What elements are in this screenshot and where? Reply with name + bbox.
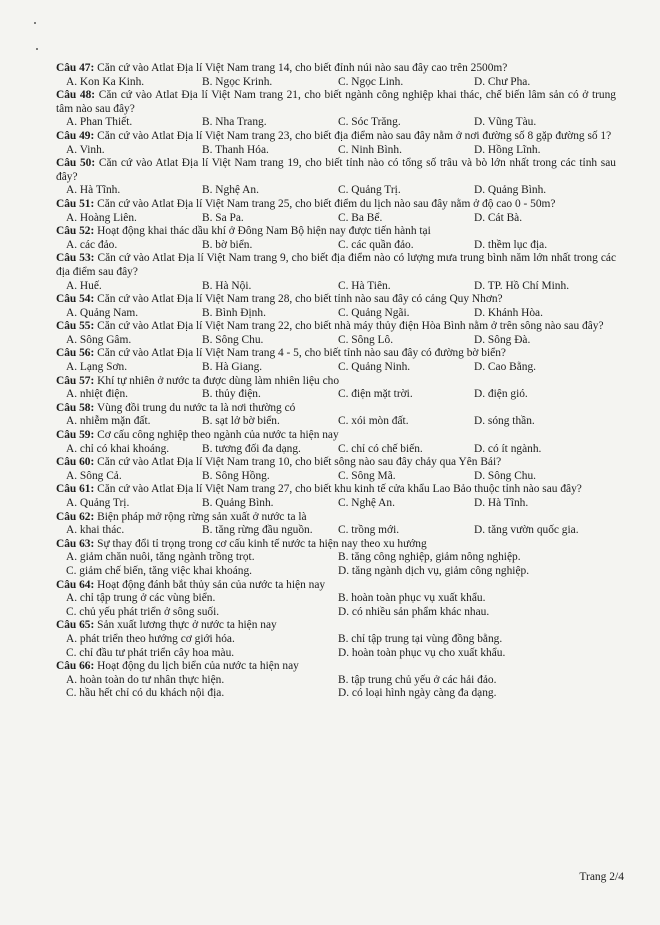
answer-option: D. Sông Chu. <box>474 469 537 482</box>
answer-option: B. Nha Trang. <box>202 116 267 129</box>
options-row <box>56 184 616 198</box>
answer-option: B. tăng công nghiệp, giảm nông nghiệp. <box>338 551 521 564</box>
options-row <box>56 280 616 294</box>
answer-option: A. khai thác. <box>66 524 125 537</box>
question-stem <box>56 225 616 239</box>
question-item <box>56 538 616 579</box>
question-number: Câu 63: <box>56 537 95 550</box>
answer-option: B. bờ biển. <box>202 238 253 251</box>
answer-option: D. Cát Bà. <box>474 211 523 224</box>
options-row <box>56 212 616 226</box>
answer-option: D. có ít ngành. <box>474 442 542 455</box>
answer-option: C. Quảng Ninh. <box>338 361 411 374</box>
question-stem <box>56 511 616 525</box>
question-text: Cơ cấu công nghiệp theo ngành của nước ta hiện nay <box>97 429 339 442</box>
question-number: Câu 55: <box>56 320 95 333</box>
answer-option: D. Quảng Bình. <box>474 184 547 197</box>
answer-option: B. Sông Hồng. <box>202 469 270 482</box>
options-row <box>56 116 616 130</box>
answer-option: D. Chư Pha. <box>474 75 531 88</box>
answer-option: A. Quảng Nam. <box>66 306 139 319</box>
question-text: Căn cứ vào Atlat Địa lí Việt Nam trang 28, cho biết tỉnh nào sau đây có cảng Quy Nhơn? <box>97 293 503 306</box>
question-number: Câu 57: <box>56 374 95 387</box>
answer-option: A. Phan Thiết. <box>66 116 133 129</box>
answer-option: D. Sông Đà. <box>474 333 531 346</box>
question-text: Căn cứ vào Atlat Địa lí Việt Nam trang 9, cho biết địa điểm nào có lượng mưa trung bình năm lớn nhất trong các địa điểm sau đây? <box>56 252 616 278</box>
question-stem <box>56 252 616 279</box>
answer-option: C. xói mòn đất. <box>338 415 409 428</box>
answer-option: B. Quảng Bình. <box>202 497 274 509</box>
answer-option: C. hầu hết chỉ có du khách nội địa. <box>66 687 225 700</box>
question-item <box>56 157 616 198</box>
answer-option: D. sóng thần. <box>474 415 535 428</box>
answer-option: A. Sông Gâm. <box>66 333 132 346</box>
question-text: Căn cứ vào Atlat Địa lí Việt Nam trang 19, cho biết tỉnh nào có tổng số trâu và bò lớn nhất trong các tỉnh sau đây? <box>56 157 616 183</box>
question-number: Câu 65: <box>56 619 95 632</box>
question-item <box>56 293 616 320</box>
scan-speck <box>34 22 36 24</box>
answer-option: C. giảm chế biến, tăng việc khai khoáng. <box>66 564 252 577</box>
question-text: Căn cứ vào Atlat Địa lí Việt Nam trang 22, cho biết nhà máy thủy điện Hòa Bình nằm ở trên sông nào sau đây? <box>97 320 604 333</box>
question-number: Câu 53: <box>56 252 95 265</box>
answer-option: B. Hà Nội. <box>202 279 252 292</box>
answer-option: C. Hà Tiên. <box>338 279 391 292</box>
question-text: Hoạt động đánh bắt thủy sản của nước ta hiện nay <box>97 578 326 591</box>
answer-option: C. Quảng Ngãi. <box>338 306 410 319</box>
question-number: Câu 54: <box>56 293 95 306</box>
question-number: Câu 50: <box>56 157 96 170</box>
answer-option: D. tăng ngành dịch vụ, giảm công nghiệp. <box>338 564 530 577</box>
question-item <box>56 429 616 456</box>
answer-option: B. sạt lở bờ biển. <box>202 415 280 428</box>
answer-option: A. nhiễm mặn đất. <box>66 415 151 428</box>
answer-option: D. có loại hình ngày càng đa dạng. <box>338 687 497 700</box>
answer-option: A. Hoàng Liên. <box>66 211 137 224</box>
options-row <box>56 388 616 402</box>
question-item <box>56 225 616 252</box>
answer-option: A. Kon Ka Kinh. <box>66 75 145 88</box>
answer-option: B. Sa Pa. <box>202 211 244 224</box>
answer-option: C. Nghệ An. <box>338 497 395 509</box>
question-stem <box>56 320 616 334</box>
options-row <box>56 334 616 348</box>
answer-option: C. Ngọc Linh. <box>338 75 404 88</box>
answer-option: D. thềm lục địa. <box>474 238 548 251</box>
answer-option: D. Hồng Lĩnh. <box>474 143 541 156</box>
answer-option: A. nhiệt điện. <box>66 388 129 401</box>
question-item <box>56 320 616 347</box>
question-item <box>56 62 616 89</box>
options-row <box>56 497 616 511</box>
question-number: Câu 52: <box>56 225 95 238</box>
answer-option: C. Sông Mã. <box>338 469 396 482</box>
question-number: Câu 47: <box>56 62 95 74</box>
question-stem <box>56 579 616 593</box>
question-number: Câu 51: <box>56 197 95 210</box>
question-stem <box>56 538 616 552</box>
options-row <box>56 606 616 620</box>
answer-option: B. tương đối đa dạng. <box>202 442 301 455</box>
answer-option: C. chỉ đầu tư phát triển cây hoa màu. <box>66 646 235 659</box>
question-stem <box>56 347 616 361</box>
answer-option: A. các đảo. <box>66 238 118 251</box>
answer-option: B. thủy điện. <box>202 388 261 401</box>
answer-option: A. Hà Tĩnh. <box>66 184 121 197</box>
question-stem <box>56 62 616 76</box>
options-row <box>56 524 616 538</box>
answer-option: C. chủ yếu phát triển ở sông suối. <box>66 605 220 618</box>
question-item <box>56 402 616 429</box>
answer-option: A. chỉ tập trung ở các vùng biển. <box>66 592 216 605</box>
scan-speck <box>36 48 38 50</box>
question-item <box>56 375 616 402</box>
answer-option: A. Vinh. <box>66 143 105 156</box>
question-text: Căn cứ vào Atlat Địa lí Việt Nam trang 21, cho biết ngành công nghiệp khai thác, chế biến lâm sản có ở trung tâm nào sau đây? <box>56 89 617 115</box>
question-item <box>56 347 616 374</box>
question-number: Câu 49: <box>56 129 95 142</box>
answer-option: C. Sóc Trăng. <box>338 116 401 129</box>
answer-option: A. Huế. <box>66 279 102 292</box>
answer-option: C. Ba Bể. <box>338 211 383 224</box>
answer-option: B. chỉ tập trung tại vùng đồng bằng. <box>338 632 503 645</box>
question-text: Vùng đồi trung du nước ta là nơi thường có <box>96 401 296 414</box>
question-stem <box>56 619 616 633</box>
answer-option: D. Hà Tĩnh. <box>474 497 529 509</box>
options-row <box>56 592 616 606</box>
question-number: Câu 59: <box>56 429 95 442</box>
question-text: Căn cứ vào Atlat Địa lí Việt Nam trang 4 - 5, cho biết tỉnh nào sau đây có đường bờ biển? <box>97 347 506 360</box>
answer-option: B. tăng rừng đầu nguồn. <box>202 524 313 537</box>
question-stem <box>56 483 616 497</box>
question-item <box>56 511 616 538</box>
question-item <box>56 130 616 157</box>
question-text: Khí tự nhiên ở nước ta được dùng làm nhiên liệu cho <box>97 374 340 387</box>
question-stem <box>56 402 616 416</box>
answer-option: D. có nhiều sản phẩm khác nhau. <box>338 605 490 618</box>
options-row <box>56 76 616 90</box>
options-row <box>56 239 616 253</box>
question-text: Sản xuất lương thực ở nước ta hiện nay <box>97 619 277 632</box>
answer-option: B. tập trung chủ yếu ở các hải đảo. <box>338 673 497 686</box>
question-stem <box>56 375 616 389</box>
answer-option: A. giảm chăn nuôi, tăng ngành trồng trọt. <box>66 551 255 564</box>
question-item <box>56 252 616 293</box>
question-text: Căn cứ vào Atlat Địa lí Việt Nam trang 10, cho biết sông nào sau đây chảy qua Yên Bái? <box>97 456 502 469</box>
question-stem <box>56 130 616 144</box>
answer-option: C. Quảng Trị. <box>338 184 401 197</box>
answer-option: D. Cao Bằng. <box>474 361 537 374</box>
question-item <box>56 198 616 225</box>
question-text: Sự thay đổi tỉ trọng trong cơ cấu kinh tế nước ta hiện nay theo xu hướng <box>97 537 427 550</box>
options-row <box>56 551 616 565</box>
question-stem <box>56 157 616 184</box>
question-item <box>56 89 616 130</box>
answer-option: A. Sông Cả. <box>66 469 122 482</box>
answer-option: C. các quần đảo. <box>338 238 414 251</box>
question-number: Câu 66: <box>56 660 95 673</box>
answer-option: B. Ngọc Krinh. <box>202 75 273 88</box>
options-row <box>56 307 616 321</box>
question-number: Câu 61: <box>56 483 95 496</box>
question-number: Câu 58: <box>56 401 95 414</box>
question-number: Câu 56: <box>56 347 95 360</box>
options-row <box>56 674 616 688</box>
question-list <box>56 62 616 701</box>
answer-option: A. chỉ có khai khoáng. <box>66 442 170 455</box>
answer-option: B. hoàn toàn phục vụ xuất khẩu. <box>338 592 486 605</box>
question-text: Căn cứ vào Atlat Địa lí Việt Nam trang 25, cho biết điểm du lịch nào sau đây nằm ở độ cao 0 - 50m? <box>97 197 556 210</box>
options-row <box>56 470 616 484</box>
question-text: Biện pháp mở rộng rừng sản xuất ở nước ta là <box>97 510 307 523</box>
options-row <box>56 687 616 701</box>
question-number: Câu 60: <box>56 456 95 469</box>
question-text: Căn cứ vào Atlat Địa lí Việt Nam trang 14, cho biết đỉnh núi nào sau đây cao trên 2500m? <box>97 62 508 74</box>
question-stem <box>56 198 616 212</box>
answer-option: D. hoàn toàn phục vụ cho xuất khẩu. <box>338 646 506 659</box>
options-row <box>56 565 616 579</box>
question-item <box>56 456 616 483</box>
question-number: Câu 62: <box>56 510 95 523</box>
answer-option: D. tăng vườn quốc gia. <box>474 524 579 537</box>
answer-option: B. Hà Giang. <box>202 361 263 374</box>
answer-option: A. phát triển theo hướng cơ giới hóa. <box>66 632 235 645</box>
question-stem <box>56 89 616 116</box>
options-row <box>56 647 616 661</box>
question-stem <box>56 456 616 470</box>
options-row <box>56 361 616 375</box>
answer-option: B. Nghệ An. <box>202 184 259 197</box>
question-text: Hoạt động du lịch biển của nước ta hiện nay <box>97 660 299 673</box>
answer-option: C. Ninh Bình. <box>338 143 402 156</box>
question-stem <box>56 660 616 674</box>
answer-option: D. TP. Hồ Chí Minh. <box>474 279 570 292</box>
answer-option: A. Quảng Trị. <box>66 497 130 509</box>
answer-option: C. trồng mới. <box>338 524 400 537</box>
question-number: Câu 48: <box>56 89 96 102</box>
question-stem <box>56 429 616 443</box>
question-stem <box>56 293 616 307</box>
question-text: Căn cứ vào Atlat Địa lí Việt Nam trang 23, cho biết địa điểm nào sau đây nằm ở nơi đường số 8 gặp đường số 1? <box>97 129 612 142</box>
page-number: Trang 2/4 <box>579 871 624 883</box>
question-number: Câu 64: <box>56 578 95 591</box>
answer-option: D. Khánh Hòa. <box>474 306 543 319</box>
options-row <box>56 144 616 158</box>
question-item <box>56 483 616 510</box>
question-text: Hoạt động khai thác dầu khí ở Đông Nam Bộ hiện nay được tiến hành tại <box>97 225 431 238</box>
answer-option: B. Bình Định. <box>202 306 266 319</box>
answer-option: D. Vũng Tàu. <box>474 116 537 129</box>
options-row <box>56 443 616 457</box>
answer-option: A. Lạng Sơn. <box>66 361 128 374</box>
answer-option: B. Thanh Hóa. <box>202 143 269 156</box>
question-item <box>56 579 616 620</box>
answer-option: B. Sông Chu. <box>202 333 264 346</box>
question-item <box>56 619 616 660</box>
question-text: Căn cứ vào Atlat Địa lí Việt Nam trang 27, cho biết khu kinh tế cửa khẩu Lao Bảo thuộc tỉnh nào sau đây? <box>97 483 582 496</box>
answer-option: C. Sông Lô. <box>338 333 394 346</box>
options-row <box>56 415 616 429</box>
answer-option: C. chỉ có chế biến. <box>338 442 423 455</box>
options-row <box>56 633 616 647</box>
answer-option: A. hoàn toàn do tư nhân thực hiện. <box>66 673 225 686</box>
answer-option: D. điện gió. <box>474 388 528 401</box>
question-item <box>56 660 616 701</box>
answer-option: C. điện mặt trời. <box>338 388 413 401</box>
